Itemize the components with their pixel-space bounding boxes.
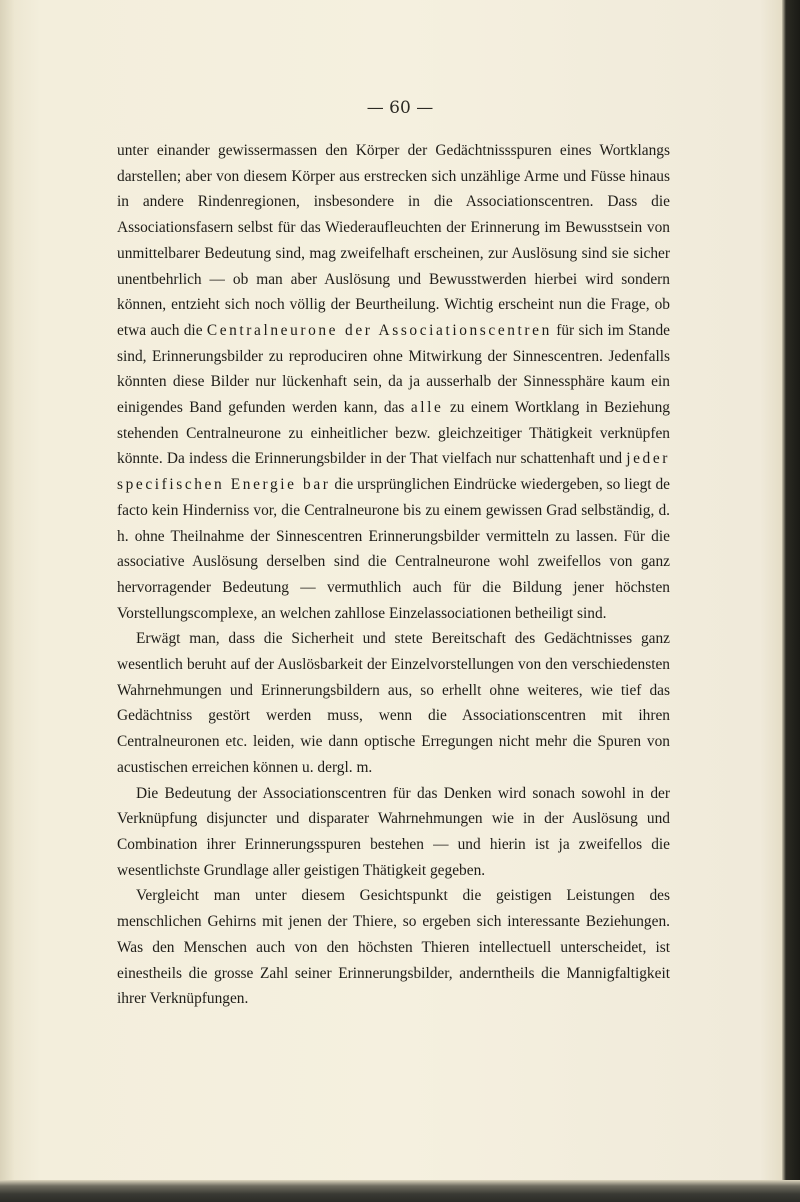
paragraph-1: unter einander gewissermassen den Körper der Gedächtnissspuren eines Wortklangs darstellen; aber von diesem Körper aus erstrecken sich unzählige Arme und Füsse hinaus in andere Rindenregionen, insbesondere in die Associationscentren. Dass die Associationsfasern selbst für das Wiederaufleuchten der Erinnerung im Bewusstsein von unmittelbarer Bedeutung sind, mag zweifelhaft erscheinen, zur Auslösung sind sie sicher unentbehrlich — ob man aber Auslösung und Bewusstwerden hierbei wird sondern können, entzieht sich noch völlig der Beurtheilung. Wichtig erscheint nun die Frage, ob etwa auch die Centralneurone der Associationscentren für sich im Stande sind, Erinnerungsbilder zu reproduciren ohne Mitwirkung der Sinnescentren. Jedenfalls könnten diese Bilder nur lückenhaft sein, da ja ausserhalb der Sinnessphäre kaum ein einigendes Band gefunden werden kann, das alle zu einem Wortklang in Beziehung stehenden Centralneurone zu einheitlicher bezw. gleichzeitiger Thätigkeit verknüpfen könnte. Da indess die Erinnerungsbilder in der That vielfach nur schattenhaft und jeder specifischen Energie bar die ursprünglichen Eindrücke wiedergeben, so liegt de facto kein Hinderniss vor, die Centralneurone bis zu einem gewissen Grad selbständig, d. h. ohne Theilnahme der Sinnescentren Erinnerungsbilder vermitteln zu lassen. Für die associative Auslösung derselben sind die Centralneurone wohl zweifellos von ganz hervorragender Bedeutung — vermuthlich auch für die Bildung jener höchsten Vorstellungscomplexe, an welchen zahllose Einzelassociationen betheiligt sind.: [117, 142, 671, 622]
scan-bottom-border: [0, 1180, 800, 1202]
emphasis-specifischen-energie: jeder specifischen Energie bar: [117, 450, 670, 494]
body-text: [117, 138, 670, 1012]
page-number: — 60 —: [366, 98, 434, 118]
paragraph-4: Vergleicht man unter diesem Gesichtspunkt die geistigen Leistungen des menschlichen Gehirns mit jenen der Thiere, so ergeben sich interessante Beziehungen. Was den Menschen auch von den höchsten Thieren intellectuell unterscheidet, ist einestheils die grosse Zahl seiner Erinnerungsbilder, anderntheils die Mannigfaltigkeit ihrer Verknüpfungen.: [117, 887, 670, 1008]
page-left-edge: [0, 0, 14, 1202]
paragraph-3: Die Bedeutung der Associationscentren für das Denken wird sonach sowohl in der Verknüpfung disjuncter und disparater Wahrnehmungen wie in der Auslösung und Combination ihrer Erinnerungsspuren bestehen — und hierin ist ja zweifellos die wesentlichste Grundlage aller geistigen Thätigkeit gegeben.: [117, 784, 670, 879]
scan-right-border: [782, 0, 800, 1202]
emphasis-centralneurone: Centralneurone der Associationscentren: [206, 321, 552, 339]
emphasis-alle: alle: [410, 399, 444, 417]
paragraph-2: Erwägt man, dass die Sicherheit und stete Bereitschaft des Gedächtnisses ganz wesentlich beruht auf der Auslösbarkeit der Einzelvorstellungen von den verschiedensten Wahrnehmungen und Erinnerungsbildern aus, so erhellt ohne weiteres, wie tief das Gedächtniss gestört werden muss, wenn die Associationscentren mit ihren Centralneuronen etc. leiden, wie dann optische Erregungen nicht mehr die Spuren von acustischen erreichen können u. dergl. m.: [117, 630, 670, 776]
